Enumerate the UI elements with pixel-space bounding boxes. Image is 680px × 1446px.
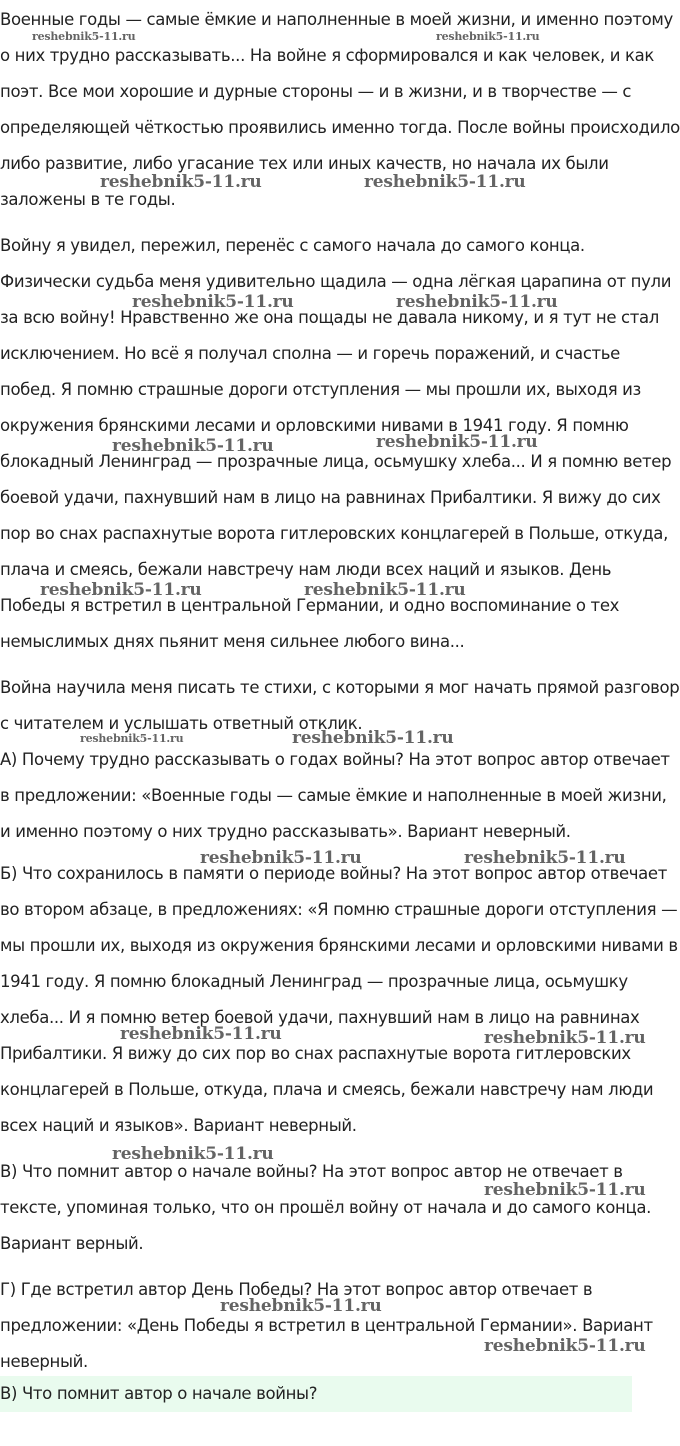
watermark: reshebnik5-11.ru xyxy=(436,30,540,43)
option-v-analysis: В) Что помнит автор о начале войны? На этот вопрос автор не отвечает в тексте, упоминая только, что он прошёл войну от начала и до самого конца. Вариант верный. xyxy=(0,1162,651,1253)
correct-answer: В) Что помнит автор о начале войны? xyxy=(0,1384,318,1403)
watermark: reshebnik5-11.ru xyxy=(484,1336,646,1356)
watermark: reshebnik5-11.ru xyxy=(396,292,558,312)
watermark: reshebnik5-11.ru xyxy=(484,1028,646,1048)
watermark: reshebnik5-11.ru xyxy=(132,292,294,312)
watermark: reshebnik5-11.ru xyxy=(464,848,626,868)
watermark: reshebnik5-11.ru xyxy=(304,580,466,600)
option-g-analysis: Г) Где встретил автор День Победы? На этот вопрос автор отвечает в предложении: «День Победы я встретил в центральной Германии». Вариант неверный. xyxy=(0,1280,653,1371)
watermark: reshebnik5-11.ru xyxy=(292,728,454,748)
paragraph-poetry: Война научила меня писать те стихи, с которыми я мог начать прямой разговор с читателем и услышать ответный отклик. xyxy=(0,678,680,733)
watermark: reshebnik5-11.ru xyxy=(364,172,526,192)
paragraph-intro: Военные годы — самые ёмкие и наполненные в моей жизни, и именно поэтому о них трудно рассказывать... На войне я сформировался и как человек, и как поэт. Все мои хорошие и дурные стороны — и в жизни, и в творчестве — с определяющей чёткостью проявились именно тогда. После войны происходило либо развитие, либо угасание тех или иных качеств, но начала их были заложены в те годы. xyxy=(0,10,680,209)
watermark: reshebnik5-11.ru xyxy=(484,1180,646,1200)
option-a-analysis: А) Почему трудно рассказывать о годах войны? На этот вопрос автор отвечает в предложении: «Военные годы — самые ёмкие и наполненные в моей жизни, и именно поэтому о них трудно рассказывать». Вариант неверный. xyxy=(0,750,670,841)
watermark: reshebnik5-11.ru xyxy=(220,1296,382,1316)
watermark: reshebnik5-11.ru xyxy=(40,580,202,600)
option-b-analysis: Б) Что сохранилось в памяти о периоде войны? На этот вопрос автор отвечает во втором абзаце, в предложениях: «Я помню страшные дороги отступления — мы прошли их, выходя из окружения брянскими лесами и орловскими нивами в 1941 году. Я помню блокадный Ленинград — прозрачные лица, осьмушку хлеба... И я помню ветер боевой удачи, пахнувший нам в лицо на равнинах Прибалтики. Я вижу до сих пор во снах распахнутые ворота гитлеровских концлагерей в Польше, откуда, плача и смеясь, бежали навстречу нам люди всех наций и языков». Вариант неверный. xyxy=(0,864,678,1135)
paragraph-war-memories: Войну я увидел, пережил, перенёс с самого начала до самого конца. Физически судьба меня удивительно щадила — одна лёгкая царапина от пули за всю войну! Нравственно же она пощады не давала никому, и я тут не стал исключением. Но всё я получал сполна — и горечь поражений, и счастье побед. Я помню страшные дороги отступления — мы прошли их, выходя из окружения брянскими лесами и орловскими нивами в 1941 году. Я помню блокадный Ленинград — прозрачные лица, осьмушку хлеба... И я помню ветер боевой удачи, пахнувший нам в лицо на равнинах Прибалтики. Я вижу до сих пор во снах распахнутые ворота гитлеровских концлагерей в Польше, откуда, плача и смеясь, бежали навстречу нам люди всех наций и языков. День Победы я встретил в центральной Германии, и одно воспоминание о тех немыслимых днях пьянит меня сильнее любого вина... xyxy=(0,236,672,651)
watermark: reshebnik5-11.ru xyxy=(200,848,362,868)
watermark: reshebnik5-11.ru xyxy=(376,432,538,452)
watermark: reshebnik5-11.ru xyxy=(112,436,274,456)
watermark: reshebnik5-11.ru xyxy=(100,172,262,192)
watermark: reshebnik5-11.ru xyxy=(112,1144,274,1164)
watermark: reshebnik5-11.ru xyxy=(80,732,184,745)
watermark: reshebnik5-11.ru xyxy=(120,1024,282,1044)
watermark: reshebnik5-11.ru xyxy=(32,30,136,43)
